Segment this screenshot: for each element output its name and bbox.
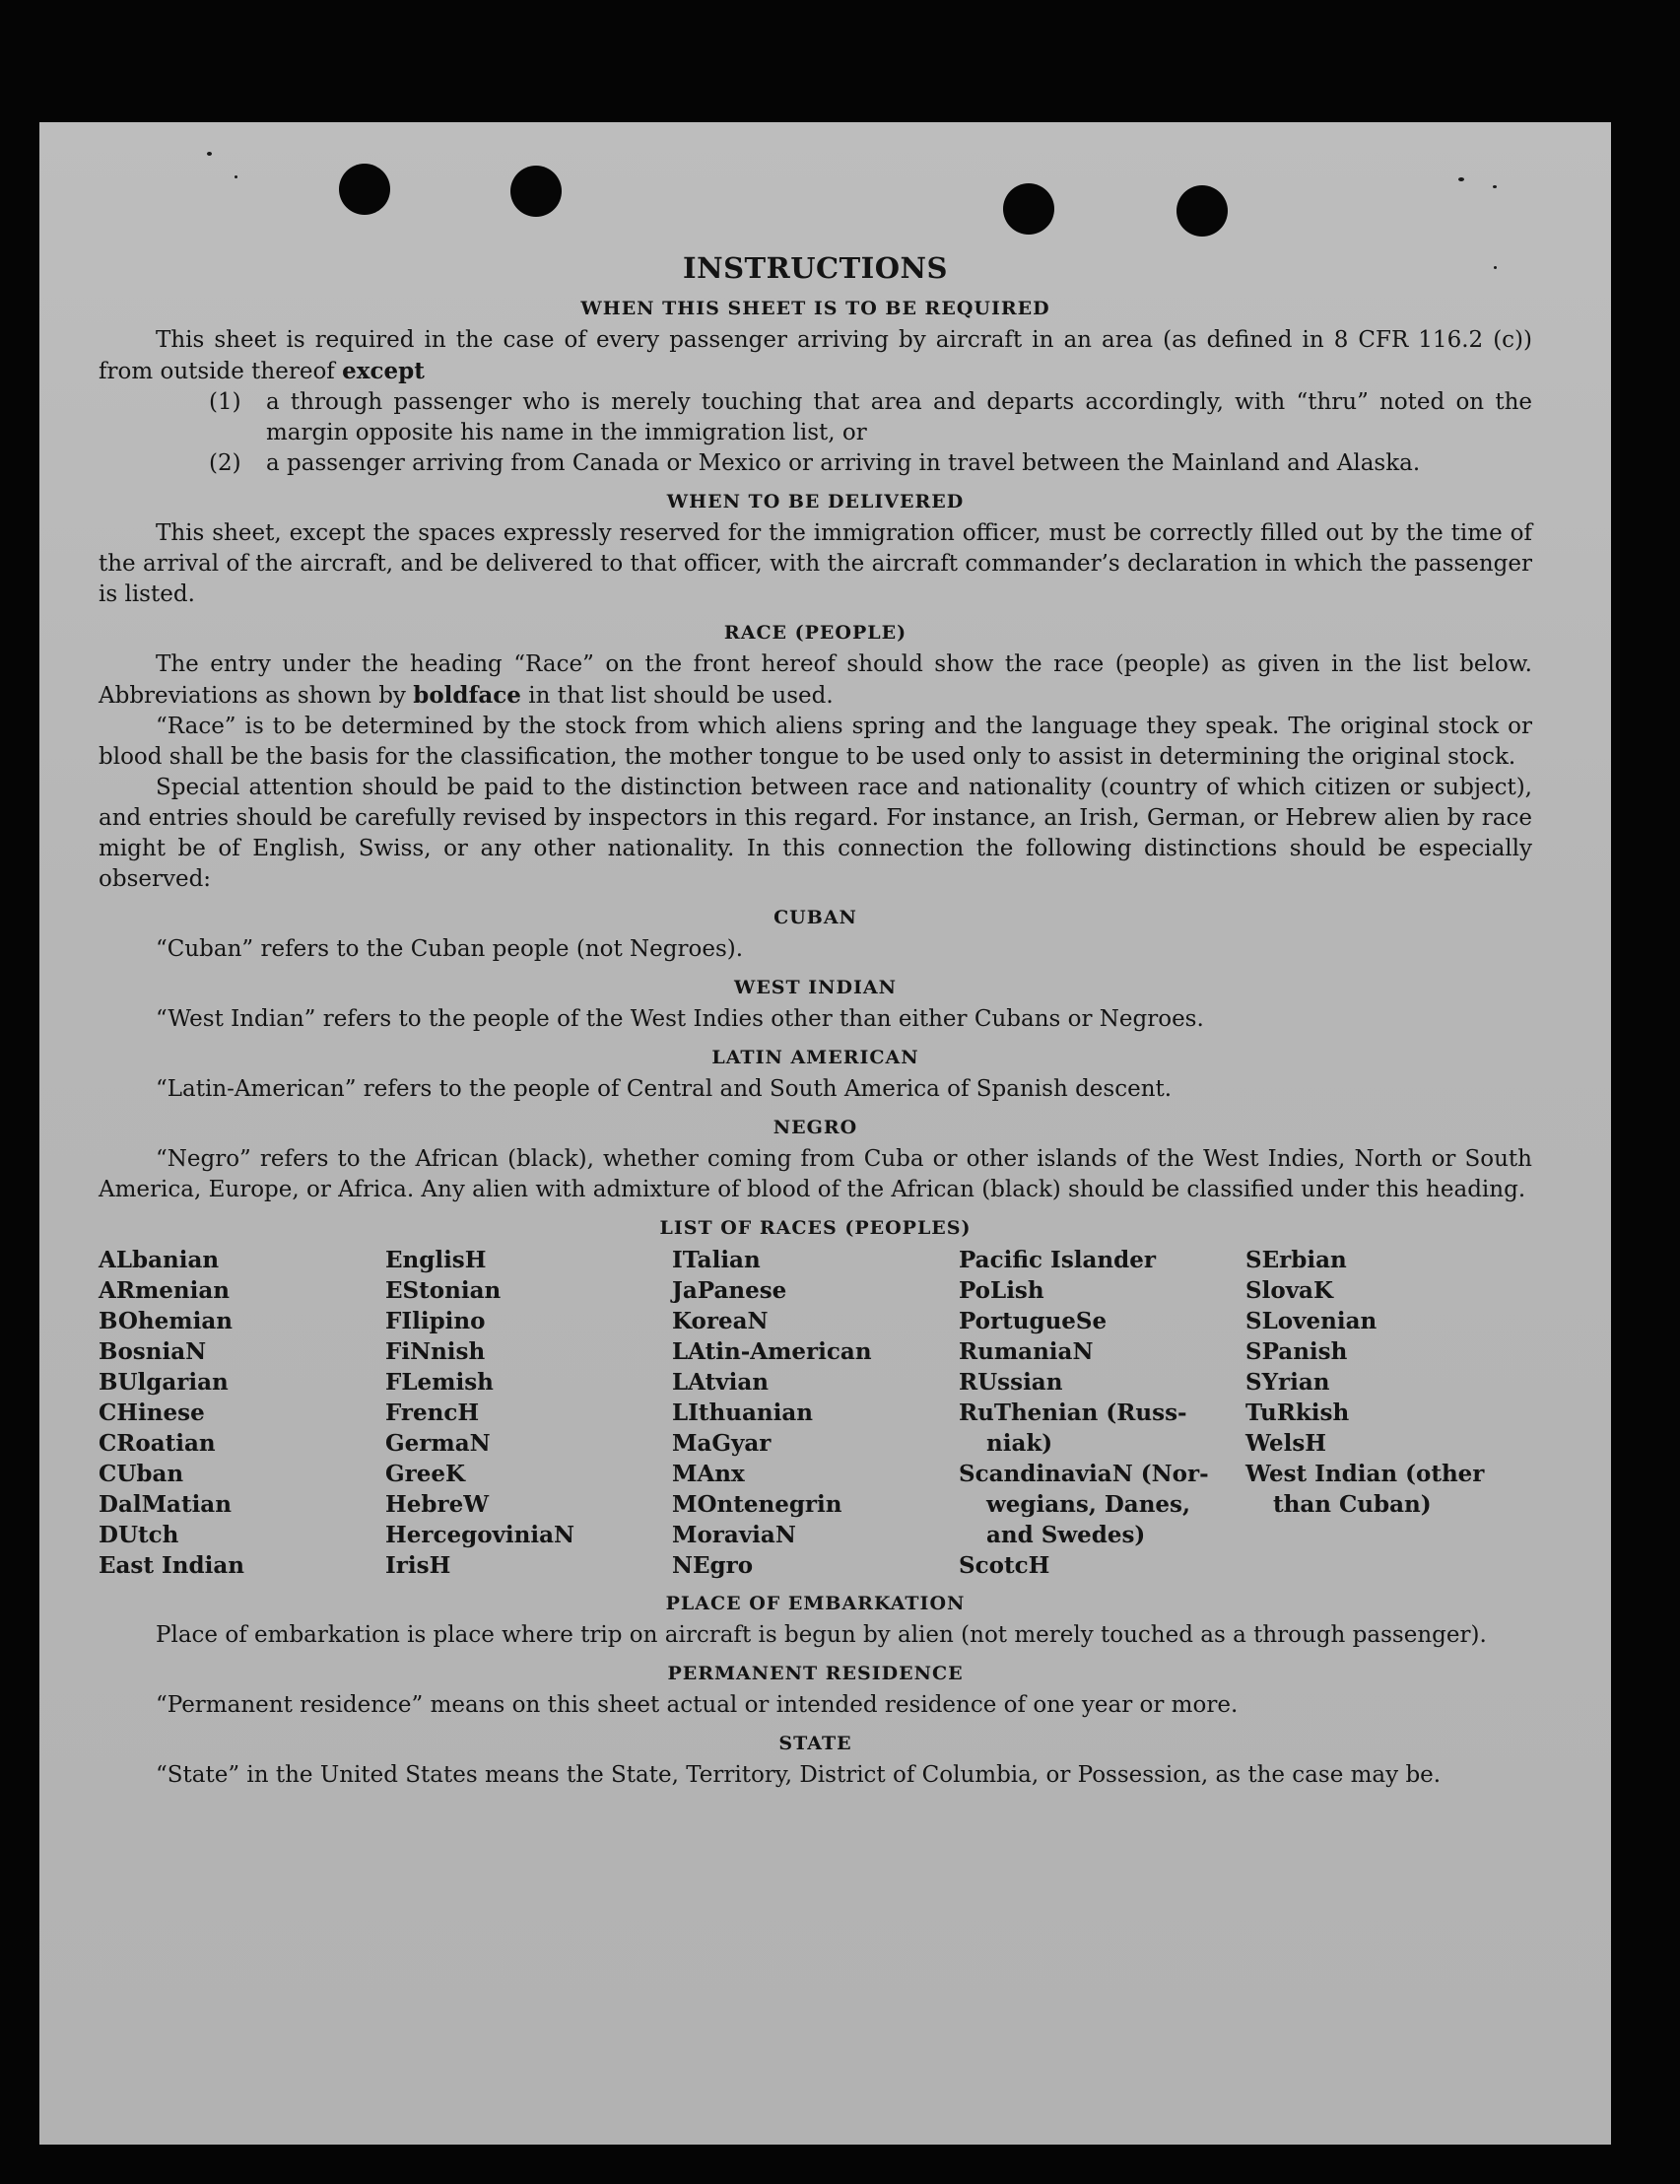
speck	[207, 152, 212, 156]
race-column	[959, 1245, 1245, 1581]
instructions-content	[99, 250, 1532, 1791]
race-entry: MOntenegrin	[672, 1491, 842, 1518]
punch-hole	[510, 166, 562, 217]
paragraph-text: in that list should be used.	[528, 683, 834, 709]
paragraph: “Permanent residence” means on this sheet actual or intended residence of one year or more.	[156, 1692, 1239, 1718]
race-entry: ALbanian	[99, 1247, 220, 1273]
race-column	[385, 1245, 672, 1581]
item-text: a passenger arriving from Canada or Mexico or arriving in travel between the Mainland and Alaska.	[266, 450, 1421, 476]
item-number: (2)	[209, 450, 241, 476]
paragraph-text: This sheet is required in the case of every passenger arriving by aircraft in an area (as defined in 8 CFR 116.2 (c)) from outside thereof	[99, 327, 1532, 384]
section-heading: WHEN THIS SHEET IS TO BE REQUIRED	[580, 298, 1050, 319]
race-entry: DUtch	[99, 1522, 179, 1548]
section-heading: LIST OF RACES (PEOPLES)	[659, 1217, 972, 1239]
document-page	[39, 122, 1611, 2145]
section-heading: PLACE OF EMBARKATION	[665, 1593, 966, 1614]
paragraph	[99, 649, 1532, 712]
section-heading: CUBAN	[773, 907, 857, 928]
race-entry: JaPanese	[672, 1277, 787, 1304]
race-entry: FrencH	[385, 1399, 480, 1426]
race-entry: CHinese	[99, 1399, 205, 1426]
race-entry: WelsH	[1245, 1430, 1327, 1457]
race-entry: BosniaN	[99, 1338, 207, 1365]
race-entry: BUlgarian	[99, 1369, 229, 1396]
race-column	[672, 1245, 959, 1581]
race-entry: EStonian	[385, 1277, 502, 1304]
speck	[235, 175, 237, 178]
race-entry: Pacific Islander	[959, 1247, 1156, 1273]
race-entry: RUssian	[959, 1369, 1063, 1396]
paragraph: “Cuban” refers to the Cuban people (not Negroes).	[156, 936, 744, 962]
punch-hole	[1003, 183, 1054, 235]
bold-text: boldface	[413, 682, 521, 709]
list-item	[209, 448, 1532, 479]
paragraph: “Negro” refers to the African (black), whether coming from Cuba or other islands of the West Indies, North or South America, Europe, or Africa. Any alien with admixture of blood of the African (black) should be classified under this heading.	[99, 1146, 1532, 1202]
section-heading: RACE (PEOPLE)	[723, 622, 907, 644]
section-heading: LATIN AMERICAN	[711, 1047, 919, 1068]
page-title: INSTRUCTIONS	[683, 251, 948, 285]
race-entry: KoreaN	[672, 1308, 769, 1334]
paragraph: This sheet, except the spaces expressly reserved for the immigration officer, must be correctly filled out by the time of the arrival of the aircraft, and be delivered to that officer, with the aircraft commander’s declaration in which the passenger is listed.	[99, 520, 1532, 607]
section-heading: PERMANENT RESIDENCE	[667, 1663, 964, 1684]
race-entry: HebreW	[385, 1491, 490, 1518]
race-entry: FLemish	[385, 1369, 494, 1396]
race-entry: SPanish	[1245, 1338, 1348, 1365]
section-heading: WEST INDIAN	[733, 977, 898, 998]
race-entry: NEgro	[672, 1552, 754, 1579]
paragraph: Place of embarkation is place where trip on aircraft is begun by alien (not merely touched as a through passenger).	[156, 1622, 1487, 1648]
paragraph: “Latin-American” refers to the people of Central and South America of Spanish descent.	[156, 1076, 1173, 1102]
race-entry: GermaN	[385, 1430, 491, 1457]
race-column	[99, 1245, 385, 1581]
speck	[1493, 185, 1497, 188]
race-entry: than Cuban)	[1273, 1491, 1432, 1518]
item-number: (1)	[209, 389, 241, 415]
paragraph	[99, 325, 1532, 387]
race-entry: LAtin-American	[672, 1338, 872, 1365]
race-entry: EnglisH	[385, 1247, 487, 1273]
race-entry: SErbian	[1245, 1247, 1347, 1273]
race-entry: MaGyar	[672, 1430, 772, 1457]
race-entry: TuRkish	[1245, 1399, 1350, 1426]
race-entry: SLovenian	[1245, 1308, 1378, 1334]
race-entry: IrisH	[385, 1552, 451, 1579]
race-entry: ScandinaviaN (Nor-	[959, 1461, 1209, 1487]
race-entry: East Indian	[99, 1552, 244, 1579]
speck	[1458, 177, 1464, 181]
race-entry: GreeK	[385, 1461, 466, 1487]
section-heading: NEGRO	[773, 1117, 858, 1138]
race-entry: CUban	[99, 1461, 184, 1487]
race-entry: DalMatian	[99, 1491, 232, 1518]
paragraph-text: The entry under the heading “Race” on the front hereof should show the race (people) as given in the list below. Abbreviations as shown by	[99, 651, 1532, 709]
race-entry: PoLish	[959, 1277, 1044, 1304]
race-entry: ITalian	[672, 1247, 761, 1273]
race-entry: MoraviaN	[672, 1522, 796, 1548]
race-entry: ARmenian	[99, 1277, 231, 1304]
race-entry: MAnx	[672, 1461, 745, 1487]
section-heading: WHEN TO BE DELIVERED	[666, 491, 965, 512]
paragraph: “State” in the United States means the State, Territory, District of Columbia, or Possession, as the case may be.	[156, 1762, 1442, 1788]
punch-hole	[339, 164, 390, 215]
paragraph: “West Indian” refers to the people of the West Indies other than either Cubans or Negroes.	[156, 1006, 1204, 1032]
race-entry: CRoatian	[99, 1430, 216, 1457]
race-entry: SlovaK	[1245, 1277, 1333, 1304]
race-entry: West Indian (other	[1245, 1461, 1485, 1487]
race-entry: and Swedes)	[986, 1522, 1146, 1548]
race-entry: SYrian	[1245, 1369, 1330, 1396]
race-entry: HercegoviniaN	[385, 1522, 575, 1548]
race-entry: LAtvian	[672, 1369, 769, 1396]
race-entry: FiNnish	[385, 1338, 486, 1365]
paragraph: Special attention should be paid to the distinction between race and nationality (country of which citizen or subject), and entries should be carefully revised by inspectors in this regard. For instance, an Irish, German, or Hebrew alien by race might be of English, Swiss, or any other nationality. In this connection the following distinctions should be especially observed:	[99, 775, 1532, 892]
punch-hole	[1176, 185, 1228, 237]
race-entry: ScotcH	[959, 1552, 1050, 1579]
section-heading: STATE	[778, 1733, 852, 1754]
race-entry: LIthuanian	[672, 1399, 813, 1426]
item-text: a through passenger who is merely touching that area and departs accordingly, with “thru” noted on the margin opposite his name in the immigration list, or	[266, 389, 1532, 445]
race-list	[99, 1245, 1532, 1581]
race-entry: BOhemian	[99, 1308, 233, 1334]
bold-text: except	[342, 358, 425, 384]
list-item	[209, 387, 1532, 448]
race-entry: PortugueSe	[959, 1308, 1108, 1334]
paragraph: “Race” is to be determined by the stock from which aliens spring and the language they speak. The original stock or blood shall be the basis for the classification, the mother tongue to be used only to assist in determining the original stock.	[99, 714, 1532, 770]
race-entry: RumaniaN	[959, 1338, 1094, 1365]
race-entry: FIlipino	[385, 1308, 486, 1334]
race-entry: wegians, Danes,	[986, 1491, 1190, 1518]
race-entry: RuThenian (Russ-	[959, 1399, 1187, 1426]
race-entry: niak)	[986, 1430, 1053, 1457]
race-column	[1245, 1245, 1532, 1581]
